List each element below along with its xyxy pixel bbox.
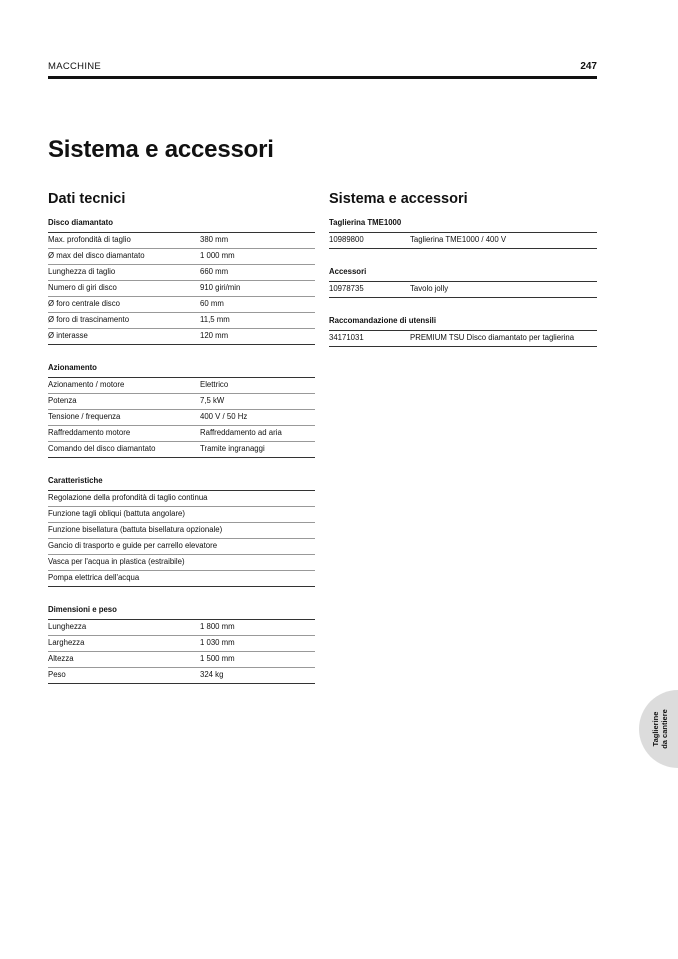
caratteristiche-group xyxy=(48,474,315,587)
azionamento-group xyxy=(48,361,315,458)
spec-row xyxy=(48,668,315,684)
spec-value: 380 mm xyxy=(200,235,229,244)
spec-label: Peso xyxy=(48,670,66,679)
spec-row xyxy=(48,329,315,345)
disco-group-title: Disco diamantato xyxy=(48,216,315,233)
spec-value: 400 V / 50 Hz xyxy=(200,412,248,421)
article-row xyxy=(329,282,597,298)
spec-label: Ø foro di trascinamento xyxy=(48,315,130,324)
article-row xyxy=(329,233,597,249)
feature-row xyxy=(48,539,315,555)
spec-label: Ø foro centrale disco xyxy=(48,299,120,308)
spec-row xyxy=(48,233,315,249)
spec-label: Tensione / frequenza xyxy=(48,412,121,421)
feature-text: Gancio di trasporto e guide per carrello elevatore xyxy=(48,541,218,550)
spec-row xyxy=(48,652,315,668)
feature-text: Pompa elettrica dell'acqua xyxy=(48,573,140,582)
article-description: Tavolo jolly xyxy=(410,284,449,293)
spec-label: Comando del disco diamantato xyxy=(48,444,156,453)
spec-row xyxy=(48,410,315,426)
spec-value: 120 mm xyxy=(200,331,229,340)
feature-text: Regolazione della profondità di taglio continua xyxy=(48,493,208,502)
spec-value: 1 800 mm xyxy=(200,622,235,631)
spec-value: 60 mm xyxy=(200,299,224,308)
dimensioni-group-title: Dimensioni e peso xyxy=(48,603,315,620)
spec-row xyxy=(48,297,315,313)
machine-group xyxy=(329,216,597,249)
feature-row xyxy=(48,555,315,571)
spec-label: Ø interasse xyxy=(48,331,88,340)
accessories-group xyxy=(329,265,597,298)
page-title: Sistema e accessori xyxy=(48,136,274,163)
spec-label: Raffreddamento motore xyxy=(48,428,131,437)
article-row xyxy=(329,331,597,347)
spec-row xyxy=(48,426,315,442)
article-description: PREMIUM TSU Disco diamantato per taglierina xyxy=(410,333,575,342)
system-accessories-title: Sistema e accessori xyxy=(329,191,468,207)
article-description: Taglierina TME1000 / 400 V xyxy=(410,235,507,244)
spec-row xyxy=(48,313,315,329)
tools-group-title: Raccomandazione di utensili xyxy=(329,314,597,331)
spec-value: 7,5 kW xyxy=(200,396,225,405)
feature-row xyxy=(48,523,315,539)
spec-value: 1 000 mm xyxy=(200,251,235,260)
spec-value: 910 giri/min xyxy=(200,283,241,292)
spec-value: 660 mm xyxy=(200,267,229,276)
article-code: 10978735 xyxy=(329,284,364,293)
spec-label: Larghezza xyxy=(48,638,85,647)
spec-row xyxy=(48,249,315,265)
spec-row xyxy=(48,636,315,652)
spec-label: Potenza xyxy=(48,396,77,405)
system-accessories-column xyxy=(329,190,597,347)
spec-value: Elettrico xyxy=(200,380,229,389)
chapter-tab-line-1: Taglierine xyxy=(651,711,660,747)
technical-data-title: Dati tecnici xyxy=(48,191,126,207)
spec-row xyxy=(48,281,315,297)
feature-row xyxy=(48,507,315,523)
machine-group-title: Taglierina TME1000 xyxy=(329,216,597,233)
spec-value: Tramite ingranaggi xyxy=(200,444,265,453)
spec-label: Altezza xyxy=(48,654,74,663)
spec-label: Lunghezza di taglio xyxy=(48,267,116,276)
spec-row xyxy=(48,620,315,636)
header-rule xyxy=(48,76,597,79)
chapter-tab-label xyxy=(651,709,669,749)
spec-value: 1 500 mm xyxy=(200,654,235,663)
caratteristiche-group-title: Caratteristiche xyxy=(48,474,315,491)
page-number: 247 xyxy=(580,61,597,72)
tools-group xyxy=(329,314,597,347)
disco-group xyxy=(48,216,315,345)
spec-value: Raffreddamento ad aria xyxy=(200,428,282,437)
spec-value: 324 kg xyxy=(200,670,224,679)
spec-row xyxy=(48,394,315,410)
chapter-tab-line-2: da cantiere xyxy=(660,709,669,749)
spec-label: Lunghezza xyxy=(48,622,87,631)
spec-label: Azionamento / motore xyxy=(48,380,125,389)
page-header xyxy=(48,61,597,77)
dimensioni-group xyxy=(48,603,315,684)
spec-label: Numero di giri disco xyxy=(48,283,117,292)
spec-label: Max. profondità di taglio xyxy=(48,235,131,244)
feature-row xyxy=(48,491,315,507)
azionamento-group-title: Azionamento xyxy=(48,361,315,378)
technical-data-column xyxy=(48,190,315,684)
spec-row xyxy=(48,378,315,394)
spec-value: 1 030 mm xyxy=(200,638,235,647)
spec-row xyxy=(48,265,315,281)
spec-row xyxy=(48,442,315,458)
article-code: 10989800 xyxy=(329,235,364,244)
accessories-group-title: Accessori xyxy=(329,265,597,282)
feature-text: Funzione tagli obliqui (battuta angolare) xyxy=(48,509,185,518)
feature-row xyxy=(48,571,315,587)
feature-text: Funzione bisellatura (battuta bisellatura opzionale) xyxy=(48,525,223,534)
spec-label: Ø max del disco diamantato xyxy=(48,251,145,260)
spec-value: 11,5 mm xyxy=(200,315,230,324)
article-code: 34171031 xyxy=(329,333,364,342)
section-name: MACCHINE xyxy=(48,61,102,72)
feature-text: Vasca per l'acqua in plastica (estraibile) xyxy=(48,557,185,566)
